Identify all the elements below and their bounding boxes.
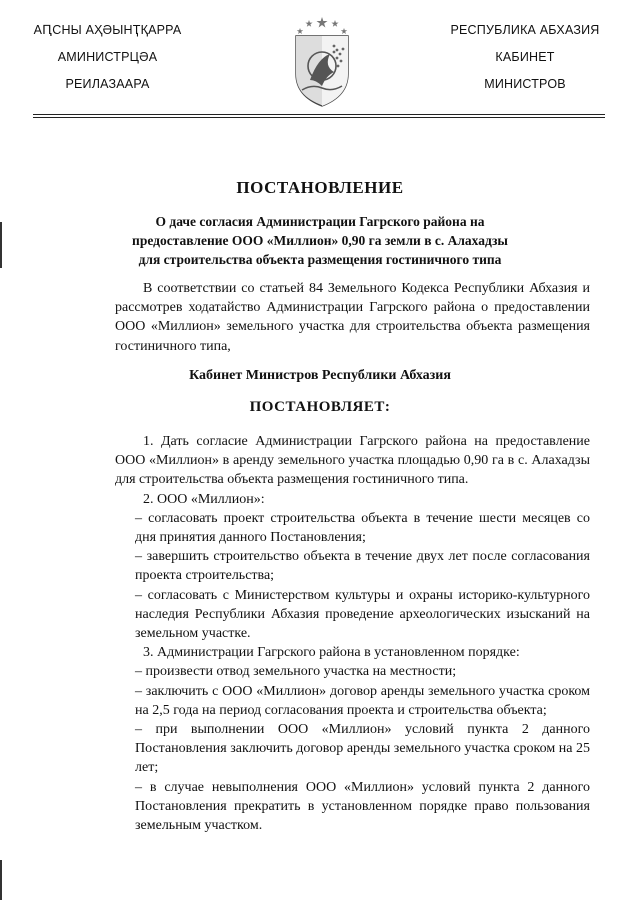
state-emblem-icon — [290, 14, 354, 108]
header-divider-top — [33, 114, 605, 115]
item-3-subitem: – в случае невыполнения ООО «Миллион» условий пункта 2 данного Постановления прекратить в установленном порядке право пользования земельным участком. — [135, 779, 590, 834]
item-3-subitem: – при выполнении ООО «Миллион» условий пункта 2 данного Постановления заключить договор аренды земельного участка сроком на 25 лет; — [135, 722, 590, 776]
authority-line: Кабинет Министров Республики Абхазия — [189, 368, 451, 383]
document-title: ПОСТАНОВЛЕНИЕ — [236, 178, 404, 197]
item-2-heading: 2. ООО «Миллион»: — [143, 491, 265, 507]
header-left-line: АԤСНЫ АҲӘЫНҬҚАРРА — [33, 23, 182, 37]
preamble-text: В соответствии со статьей 84 Земельного Кодекса Республики Абхазия и рассмотрев ходатайство Администрации Гагрского района о предоставлении ООО «Миллион» земельного участка для строительства объекта размещения гостиничного типа, — [115, 281, 590, 354]
document-subtitle — [100, 212, 540, 269]
header-right-block — [440, 17, 610, 98]
header-divider-bottom — [33, 117, 605, 118]
header-left-line: АМИНИСТРЦӘА — [57, 50, 158, 64]
header-right-line: РЕСПУБЛИКА АБХАЗИЯ — [450, 23, 600, 37]
header-left-block — [20, 17, 195, 98]
header-right-line: КАБИНЕТ — [495, 50, 555, 64]
subtitle-line: О даче согласия Администрации Гагрского района на — [155, 214, 485, 229]
item-2-subitem: – согласовать проект строительства объекта в течение шести месяцев со дня принятия данного Постановления; — [135, 510, 590, 546]
header-right-line: МИНИСТРОВ — [484, 77, 566, 91]
resolves-heading: ПОСТАНОВЛЯЕТ: — [249, 399, 391, 415]
item-2-subitem: – согласовать с Министерством культуры и охраны историко-культурного наследия Республики Абхазия проведение археологических изысканий на земельном участке. — [135, 587, 590, 642]
scan-edge-mark — [0, 222, 2, 268]
item-3-subitem: – произвести отвод земельного участка на местности; — [135, 664, 457, 680]
scan-edge-mark — [0, 860, 2, 900]
item-2-subitem: – завершить строительство объекта в течение двух лет после согласования проекта строительства; — [135, 549, 590, 584]
subtitle-line: предоставление ООО «Миллион» 0,90 га земли в с. Алахадзы — [132, 233, 508, 248]
item-3-heading: 3. Администрации Гагрского района в установленном порядке: — [143, 645, 520, 661]
item-3-subitem: – заключить с ООО «Миллион» договор аренды земельного участка сроком на 2,5 года на период согласования проекта и строительства объекта; — [135, 683, 590, 718]
header-left-line: РЕИЛАЗААРА — [65, 77, 150, 91]
preamble-block — [115, 279, 590, 356]
resolution-items — [115, 432, 590, 835]
subtitle-line: для строительства объекта размещения гостиничного типа — [138, 252, 502, 267]
item-1: 1. Дать согласие Администрации Гагрского района на предоставление ООО «Миллион» в аренду земельного участка площадью 0,90 га в с. Алахадзы для строительства объекта размещения гостиничного типа. — [115, 434, 590, 488]
